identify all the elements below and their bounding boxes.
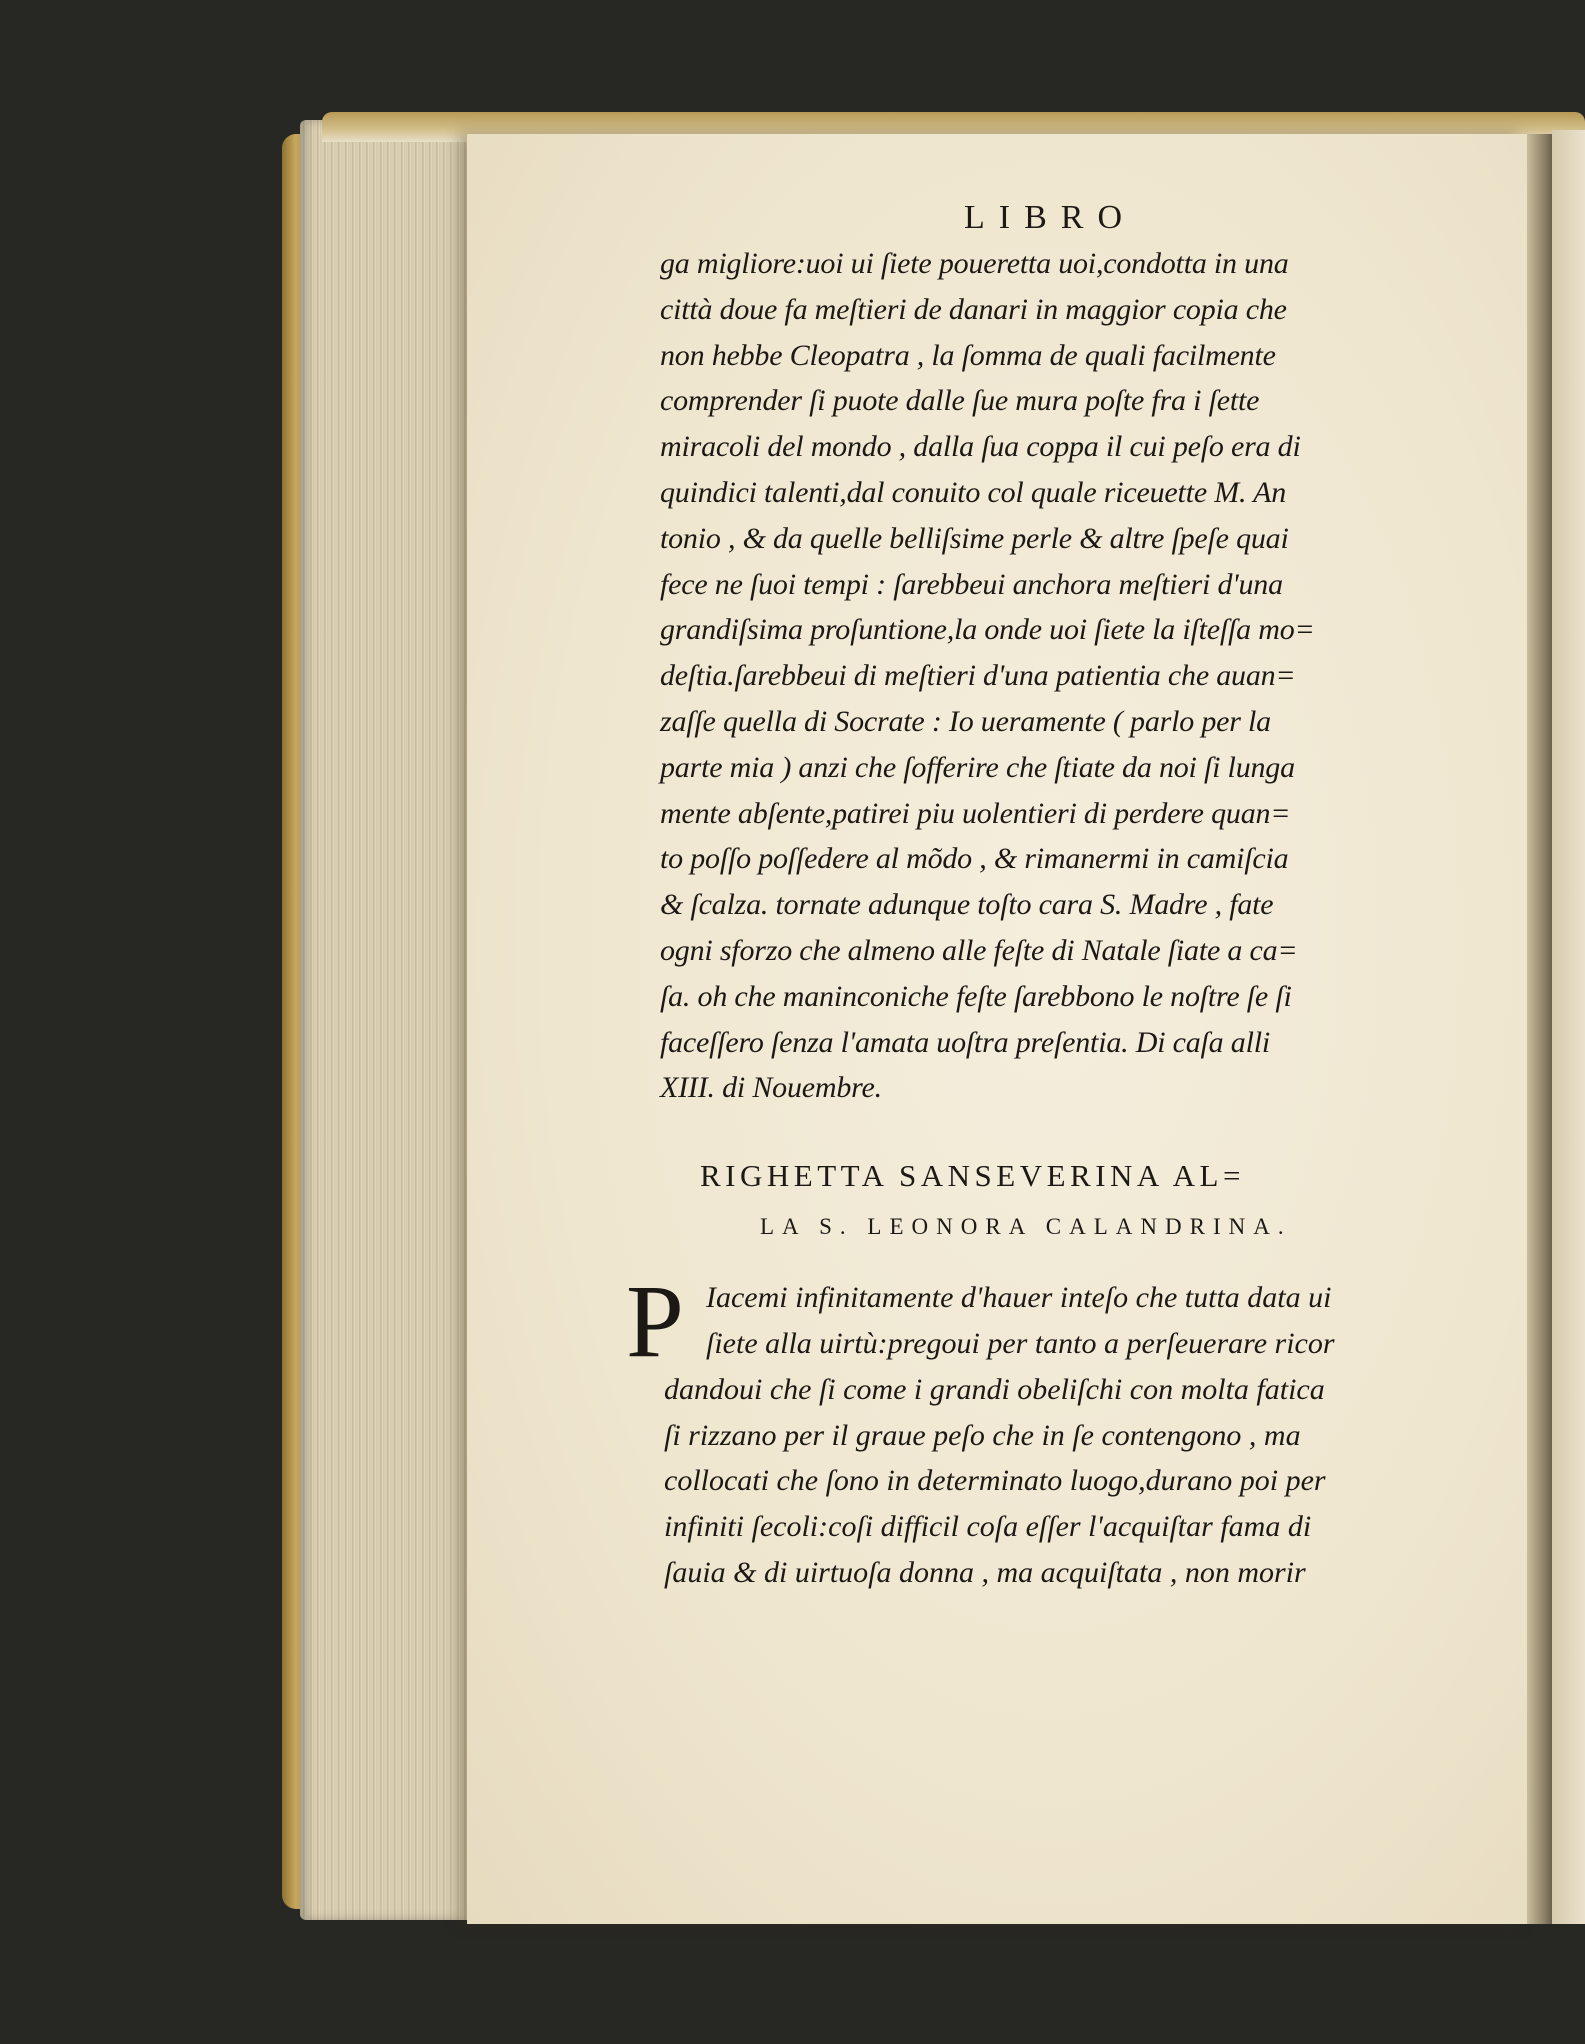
text-line: quindici talenti,dal conuito col quale riceuette M. An [660,475,1287,509]
running-head: LIBRO [964,199,1136,236]
text-line: zaſſe quella di Socrate : Io ueramente ( parlo per la [660,704,1271,738]
text-line: collocati che ſono in determinato luogo,durano poi per [664,1464,1326,1498]
letter-heading-continued: LA S. LEONORA CALANDRINA. [760,1214,1292,1240]
text-line: miracoli del mondo , dalla ſua coppa il cui peſo era di [660,430,1301,464]
text-line: faceſſero ſenza l'amata uoſtra preſentia. Di caſa alli [660,1025,1270,1059]
text-line: ga migliore:uoi ui ſiete poueretta uoi,condotta in una [660,247,1289,280]
text-line: ſa. oh che maninconiche feſte ſarebbono le noſtre ſe ſi [660,979,1292,1013]
gutter [1527,134,1555,1924]
page-edges [300,120,470,1920]
text-line: ſiete alla uirtù:pregoui per tanto a perſeuerare ricor [706,1326,1335,1360]
text-line: tonio , & da quelle belliſsime perle & altre ſpeſe quai [660,521,1289,555]
text-line: grandiſsima proſuntione,la onde uoi ſiete la iſteſſa mo= [660,613,1315,647]
text-line: fece ne ſuoi tempi : ſarebbeui anchora meſtieri d'una [660,567,1283,601]
text-line: & ſcalza. tornate adunque toſto cara S. Madre , fate [660,888,1274,922]
text-line: ſi rizzano per il graue peſo che in ſe contengono , ma [664,1418,1301,1452]
text-line: ſauia & di uirtuoſa donna , ma acquiſtata , non morir [664,1555,1306,1589]
body-text [660,241,1460,1111]
text-line: parte mia ) anzi che ſofferire che ſtiate da noi ſi lunga [660,750,1295,784]
letter-body [626,1264,1460,1596]
text-line: deſtia.ſarebbeui di meſtieri d'una patientia che auan= [660,659,1296,693]
text-line: non hebbe Cleopatra , la ſomma de quali facilmente [660,338,1276,372]
text-line: to poſſo poſſedere al mõdo , & rimanermi in camiſcia [660,842,1289,876]
text-line: Iacemi infinitamente d'hauer inteſo che tutta data ui [706,1281,1332,1315]
facing-page [1552,130,1585,1924]
text-line: dandoui che ſi come i grandi obeliſchi con molta fatica [664,1372,1325,1406]
text-line: comprender ſi puote dalle ſue mura poſte fra i ſette [660,384,1260,418]
text-line: infiniti ſecoli:coſi difficil coſa eſſer l'acquiſtar fama di [664,1510,1312,1544]
text-line: ogni sforzo che almeno alle feſte di Natale ſiate a ca= [660,933,1298,967]
drop-cap: P [626,1264,684,1380]
letter-heading: RIGHETTA SANSEVERINA AL= [700,1158,1245,1194]
text-line: mente abſente,patirei piu uolentieri di perdere quan= [660,796,1291,830]
text-block [626,195,1460,1596]
text-line: città doue fa meſtieri de danari in maggior copia che [660,292,1287,326]
text-line: XIII. di Nouembre. [660,1071,882,1105]
